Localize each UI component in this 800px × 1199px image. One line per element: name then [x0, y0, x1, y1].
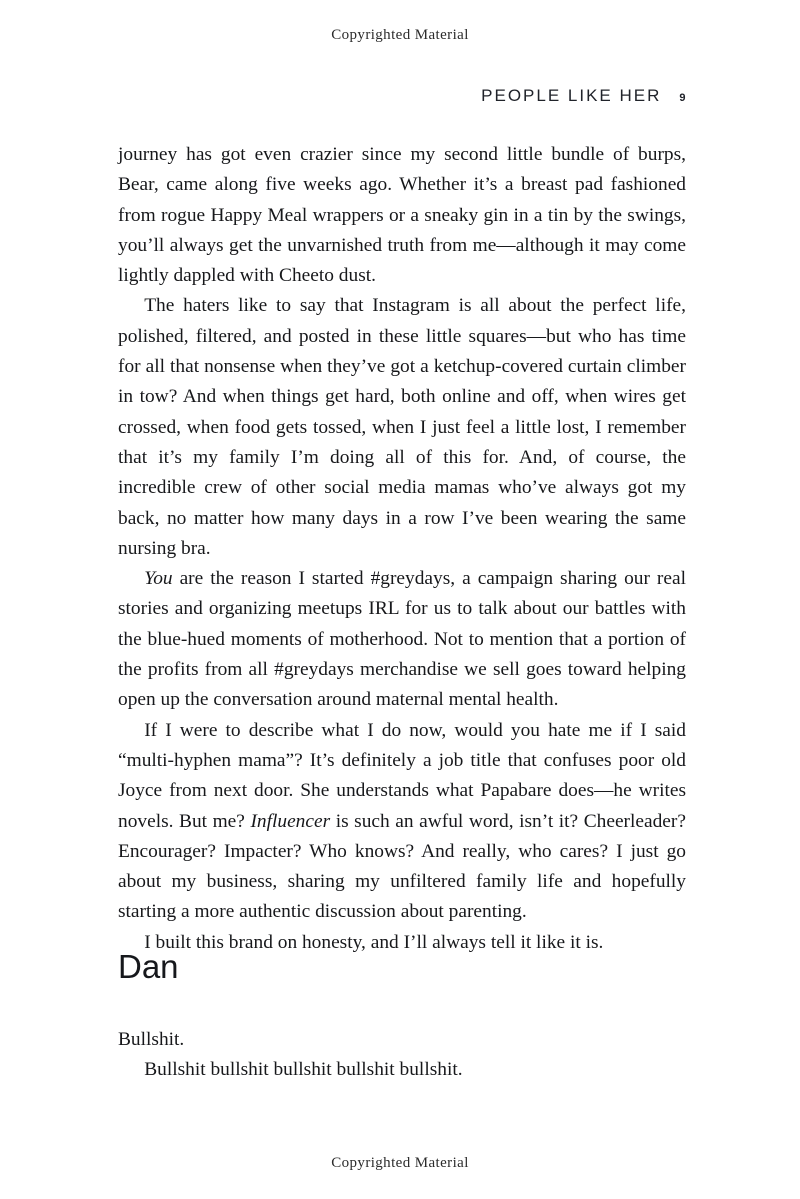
paragraph-4-part-1: If I were to describe what I do now, would you hate me if I said “multi-hyphen mama”? It’s definitely a job title that confuses poor old Joyce from next door. She understands what Papabare does—he writes novels. But me?	[118, 719, 686, 832]
copyright-watermark-top: Copyrighted Material	[331, 27, 469, 43]
emphasis-influencer: Influencer	[250, 810, 331, 832]
paragraph-4-part-2: is such an awful word, isn’t it? Cheerleader? Encourager? Impacter? Who knows? And really, who cares? I just go about my business, sharing my unfiltered family life and hopefully starting a more authentic discussion about parenting.	[118, 810, 686, 923]
page-number: 9	[679, 92, 686, 104]
section-paragraph-2: Bullshit bullshit bullshit bullshit bullshit.	[144, 1059, 463, 1081]
body-text	[118, 140, 686, 958]
paragraph-4	[118, 716, 686, 928]
emphasis-you: You	[144, 568, 173, 590]
section-paragraph-1: Bullshit.	[118, 1029, 185, 1050]
section-body-text	[118, 1025, 686, 1086]
paragraph-1: journey has got even crazier since my second little bundle of burps, Bear, came along five weeks ago. Whether it’s a breast pad fashioned from rogue Happy Meal wrappers or a sneaky gin in a tin by the swings, you’ll always get the unvarnished truth from me—although it may come lightly dappled with Cheeto dust.	[118, 144, 686, 287]
section-heading-dan: Dan	[118, 948, 179, 985]
running-head-title: PEOPLE LIKE HER	[481, 86, 662, 105]
copyright-watermark-bottom: Copyrighted Material	[331, 1155, 469, 1171]
paragraph-3-rest: are the reason I started #greydays, a campaign sharing our real stories and organizing meetups IRL for us to talk about our battles with the blue-hued moments of motherhood. Not to mention that a portion of the profits from all #greydays merchandise we sell goes toward helping open up the conversation around maternal mental health.	[118, 568, 686, 711]
paragraph-3	[118, 564, 686, 715]
paragraph-2: The haters like to say that Instagram is all about the perfect life, polished, filtered, and posted in these little squares—but who has time for all that nonsense when they’ve got a ketchup-covered curtain climber in tow? And when things get hard, both online and off, when wires get crossed, when food gets tossed, when I just feel a little lost, I remember that it’s my family I’m doing all of this for. And, of course, the incredible crew of other social media mamas who’ve always got my back, no matter how many days in a row I’ve been wearing the same nursing bra.	[118, 295, 686, 559]
paragraph-5: I built this brand on honesty, and I’ll always tell it like it is.	[144, 931, 604, 953]
running-head	[118, 86, 686, 106]
